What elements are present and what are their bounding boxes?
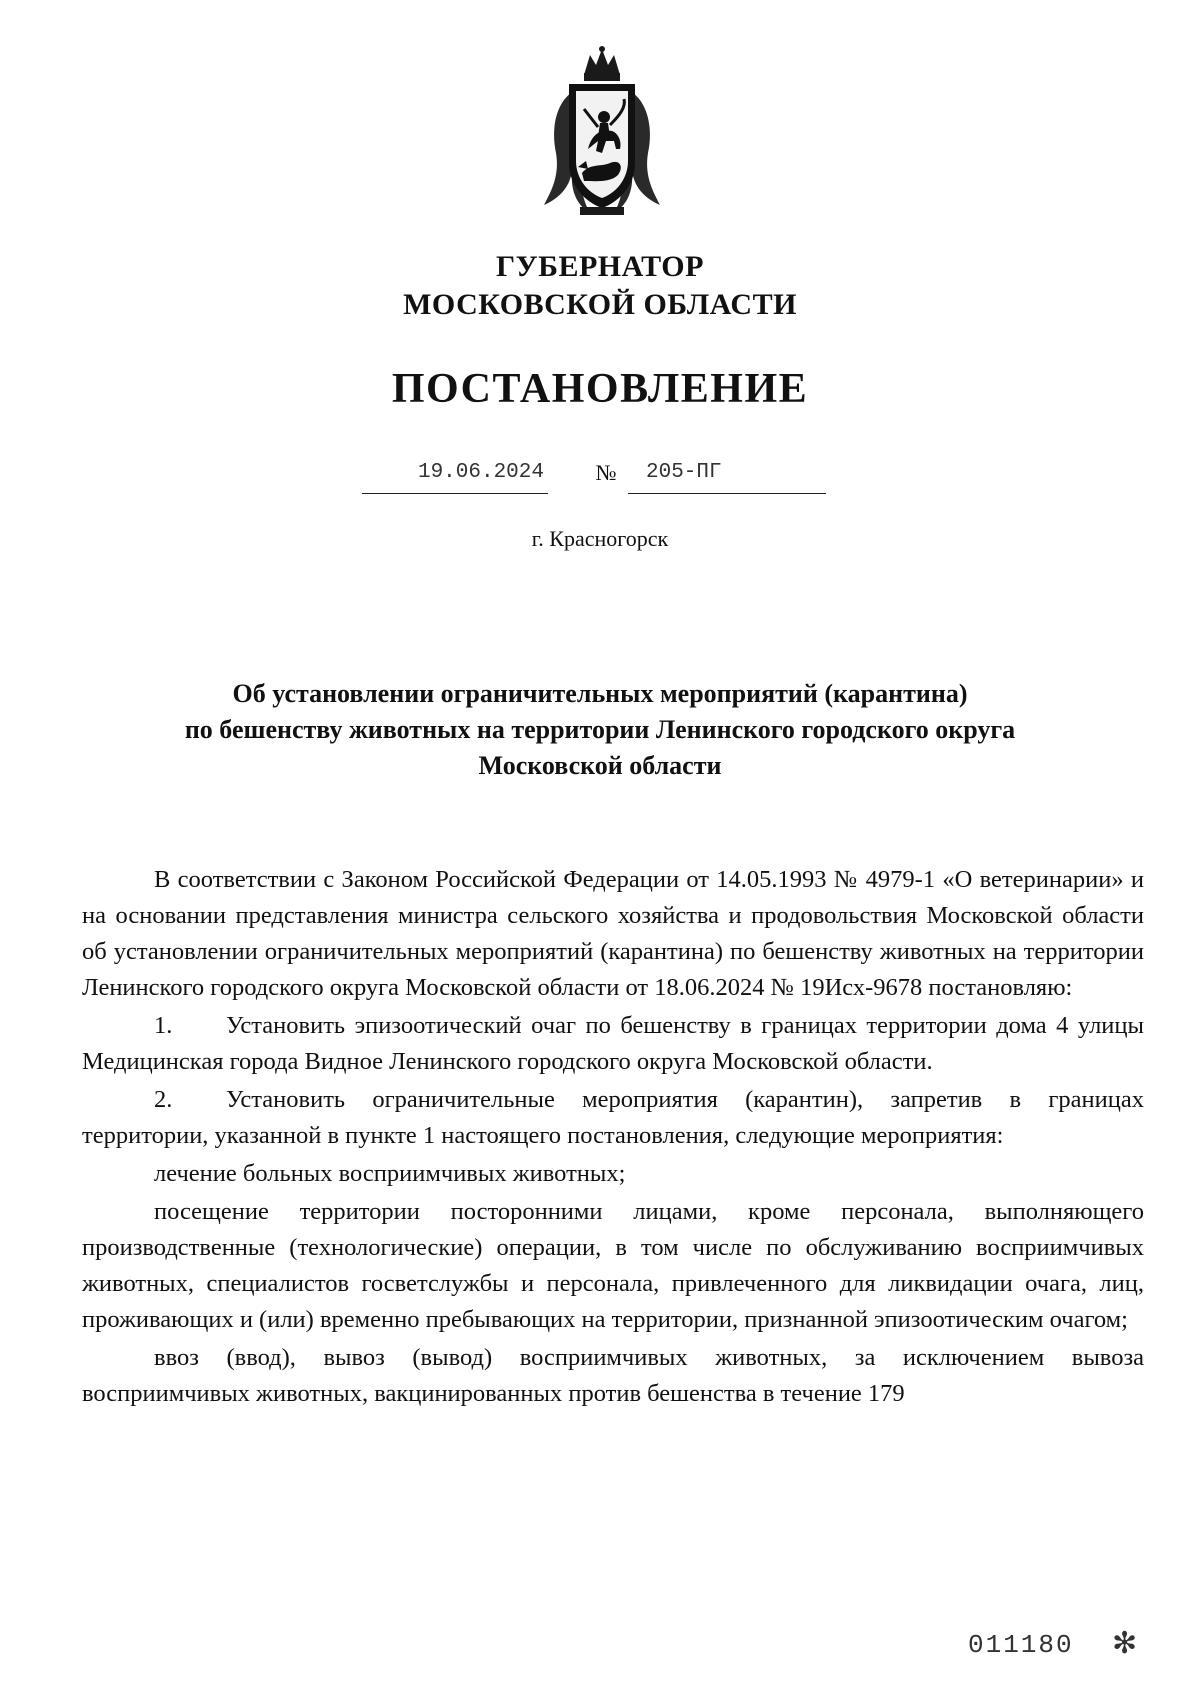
preamble-paragraph: В соответствии с Законом Российской Федерации от 14.05.1993 № 4979-1 «О ветеринарии» и на основании представления министра сельского хозяйства и продовольствия Московской области об установлении ограничительных мероприятий (карантина) по бешенству животных на территории Ленинского городского округа Московской области от 18.06.2024 № 19Исх-9678 постановляю:: [82, 866, 1144, 1001]
authority-name-line2: МОСКОВСКОЙ ОБЛАСТИ: [403, 288, 797, 321]
authority-name-line1: ГУБЕРНАТОР: [496, 250, 704, 283]
item-1-number: 1.: [154, 1012, 173, 1039]
asterisk-mark-icon: ✻: [1112, 1627, 1138, 1660]
subject-line: Московской области: [478, 751, 722, 780]
measure-paragraph: лечение больных восприимчивых животных;: [154, 1160, 626, 1187]
subject-line: Об установлении ограничительных мероприятий (карантина): [232, 679, 968, 708]
page-number: 011180: [968, 1630, 1074, 1660]
measure-paragraph: посещение территории посторонними лицами, кроме персонала, выполняющего производственные (технологические) операции, в том числе по обслуживанию восприимчивых животных, специалистов госветслужбы и персонала, привлеченного для ликвидации очага, лиц, проживающих и (или) временно пребывающих на территории, признанной эпизоотическим очагом;: [82, 1198, 1144, 1333]
item-1-paragraph: [82, 1008, 1144, 1080]
document-number-label: №: [595, 460, 617, 485]
item-1-text: Установить эпизоотический очаг по бешенству в границах территории дома 4 улицы Медицинская города Видное Ленинского городского округа Московской области.: [82, 1012, 1144, 1075]
document-number: 205-ПГ: [628, 458, 826, 494]
document-date: 19.06.2024: [362, 458, 548, 494]
item-2-text: Установить ограничительные мероприятия (карантин), запретив в границах территории, указанной в пункте 1 настоящего постановления, следующие мероприятия:: [82, 1086, 1144, 1149]
subject-line: по бешенству животных на территории Ленинского городского округа: [184, 715, 1016, 744]
item-2-number: 2.: [154, 1086, 173, 1113]
moscow-oblast-coat-of-arms-icon: [540, 45, 664, 217]
document-subject: [100, 676, 1100, 784]
document-city: г. Красногорск: [531, 526, 669, 551]
document-type-title: ПОСТАНОВЛЕНИЕ: [391, 366, 809, 412]
document-body: [82, 862, 1144, 1414]
item-2-paragraph: [82, 1082, 1144, 1154]
measure-paragraph: ввоз (ввод), вывоз (вывод) восприимчивых животных, за исключением вывоза восприимчивых животных, вакцинированных против бешенства в течение 179: [82, 1344, 1144, 1407]
